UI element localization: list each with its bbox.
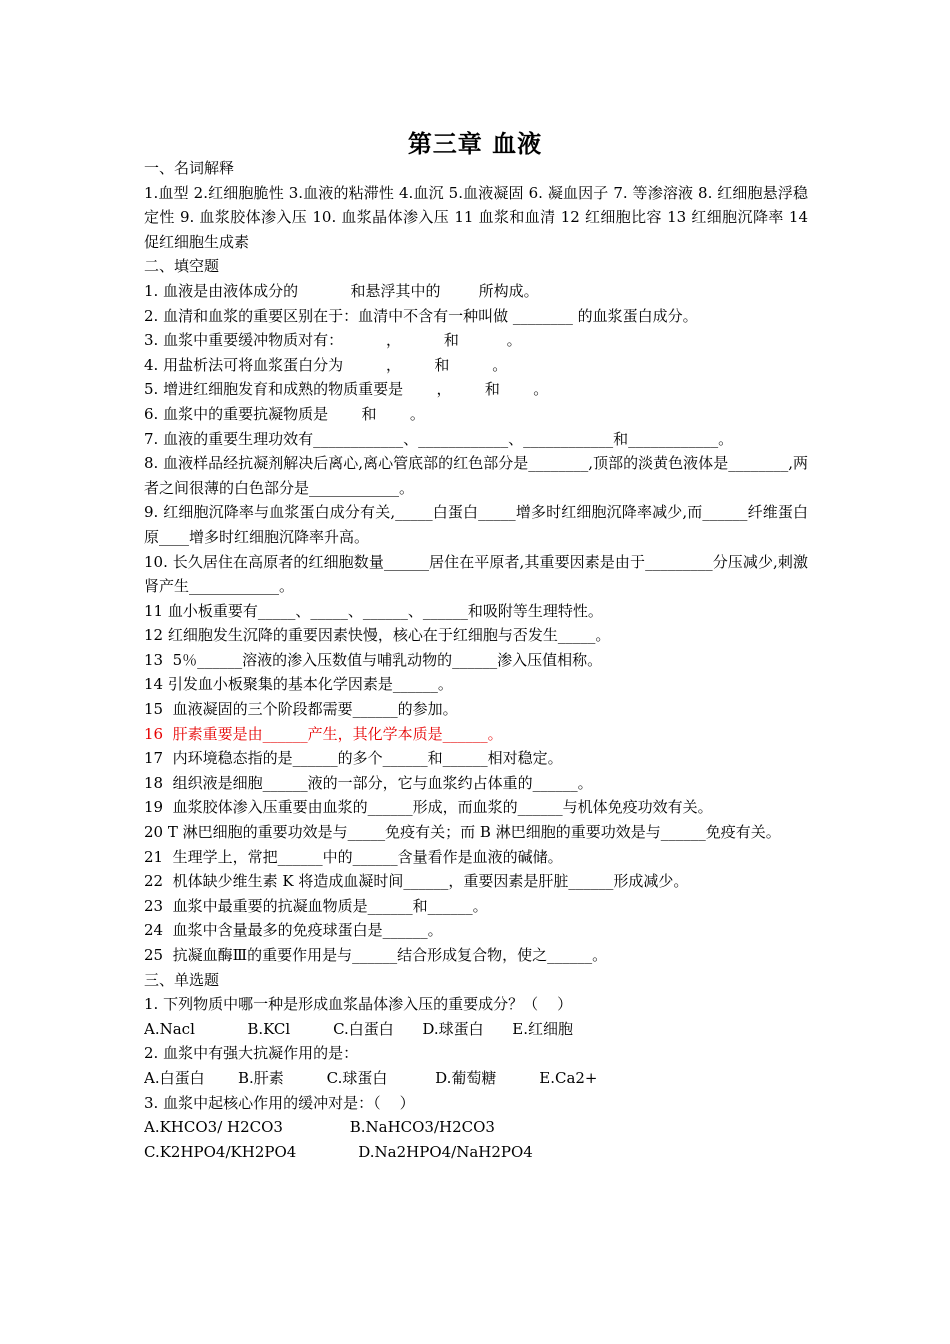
fill-q6: 6. 血浆中的重要抗凝物质是 和 。	[144, 404, 425, 423]
mc-q1: 1. 下列物质中哪一种是形成血浆晶体渗入压的重要成分？（ ）	[144, 995, 573, 1014]
fill-q12: 12 红细胞发生沉降的重要因素快慢，核心在于红细胞与否发生_____。	[144, 626, 611, 645]
mc-q3-options-ab: A.KHCO3/ H2CO3 B.NaHCO3/H2CO3	[144, 1118, 495, 1137]
mc-q2: 2. 血浆中有强大抗凝作用的是：	[144, 1044, 359, 1063]
fill-q5: 5. 增进红细胞发育和成熟的物质重要是 ， 和 。	[144, 380, 549, 399]
fill-q4: 4. 用盐析法可将血浆蛋白分为 ， 和 。	[144, 355, 508, 374]
fill-q21: 21 生理学上，常把______中的______含量看作是血液的碱储。	[144, 847, 563, 866]
fill-q17: 17 内环境稳态指的是______的多个______和______相对稳定。	[144, 749, 563, 768]
fill-q22: 22 机体缺少维生素 K 将造成血凝时间______，重要因素是肝脏______形成减少。	[144, 872, 689, 891]
fill-q8: 8. 血液样品经抗凝剂解决后离心,离心管底部的红色部分是________,顶部的淡黄色液体是________,两者之间很薄的白色部分是____________。	[144, 454, 808, 497]
section1-terms: 1.血型 2.红细胞脆性 3.血液的粘滞性 4.血沉 5.血液凝固 6. 凝血因子 7. 等渗溶液 8. 红细胞悬浮稳定性 9. 血浆胶体渗入压 10. 血浆晶体渗入压 11 血浆和血清 12 红细胞比容 13 红细胞沉降率 14 促红细胞生成素	[144, 183, 808, 251]
fill-q16-highlighted: 16 肝素重要是由______产生，其化学本质是______。	[144, 724, 503, 743]
fill-q1: 1. 血液是由液体成分的 和悬浮其中的 所构成。	[144, 281, 539, 300]
fill-q14: 14 引发血小板聚集的基本化学因素是______。	[144, 675, 453, 694]
fill-q25: 25 抗凝血酶Ⅲ的重要作用是与______结合形成复合物，使之______。	[144, 946, 608, 964]
fill-q11: 11 血小板重要有_____、_____、______、______和吸附等生理特性。	[144, 601, 603, 620]
document-body	[144, 156, 808, 1164]
mc-q2-options: A.白蛋白 B.肝素 C.球蛋白 D.葡萄糖 E.Ca2+	[144, 1068, 598, 1087]
fill-q3: 3. 血浆中重要缓冲物质对有： ， 和 。	[144, 331, 522, 350]
fill-q15: 15 血液凝固的三个阶段都需要______的参加。	[144, 700, 458, 719]
fill-q24: 24 血浆中含量最多的免疫球蛋白是______。	[144, 921, 443, 940]
fill-q7: 7. 血液的重要生理功效有____________、____________、____________和____________。	[144, 429, 734, 448]
fill-q20: 20 T 淋巴细胞的重要功效是与_____免疫有关；而 B 淋巴细胞的重要功效是与______免疫有关。	[144, 823, 781, 842]
fill-q13: 13 5％______溶液的渗入压数值与哺乳动物的______渗入压值相称。	[144, 650, 603, 669]
mc-q3: 3. 血浆中起核心作用的缓冲对是：（ ）	[144, 1093, 415, 1112]
fill-q19: 19 血浆胶体渗入压重要由血浆的______形成，而血浆的______与机体免疫功效有关。	[144, 798, 713, 817]
fill-q9: 9. 红细胞沉降率与血浆蛋白成分有关,_____白蛋白_____增多时红细胞沉降率减少,而______纤维蛋白原____增多时红细胞沉降率升高。	[144, 503, 808, 546]
section3-heading: 三、单选题	[144, 970, 220, 989]
fill-q2: 2. 血清和血浆的重要区别在于：血清中不含有一种叫做 ________ 的血浆蛋白成分。	[144, 306, 698, 325]
mc-q1-options: A.Nacl B.KCl C.白蛋白 D.球蛋白 E.红细胞	[144, 1019, 574, 1038]
section2-heading: 二、填空题	[144, 257, 220, 276]
section1-heading: 一、名词解释	[144, 159, 235, 177]
fill-q23: 23 血浆中最重要的抗凝血物质是______和______。	[144, 896, 488, 915]
fill-q18: 18 组织液是细胞______液的一部分，它与血浆约占体重的______。	[144, 773, 593, 792]
mc-q3-options-cd: C.K2HPO4/KH2PO4 D.Na2HPO4/NaH2PO4	[144, 1142, 533, 1161]
chapter-title: 第三章 血液	[407, 130, 543, 158]
fill-q10: 10. 长久居住在高原者的红细胞数量______居住在平原者,其重要因素是由于_________分压减少,刺激肾产生____________。	[144, 552, 808, 596]
